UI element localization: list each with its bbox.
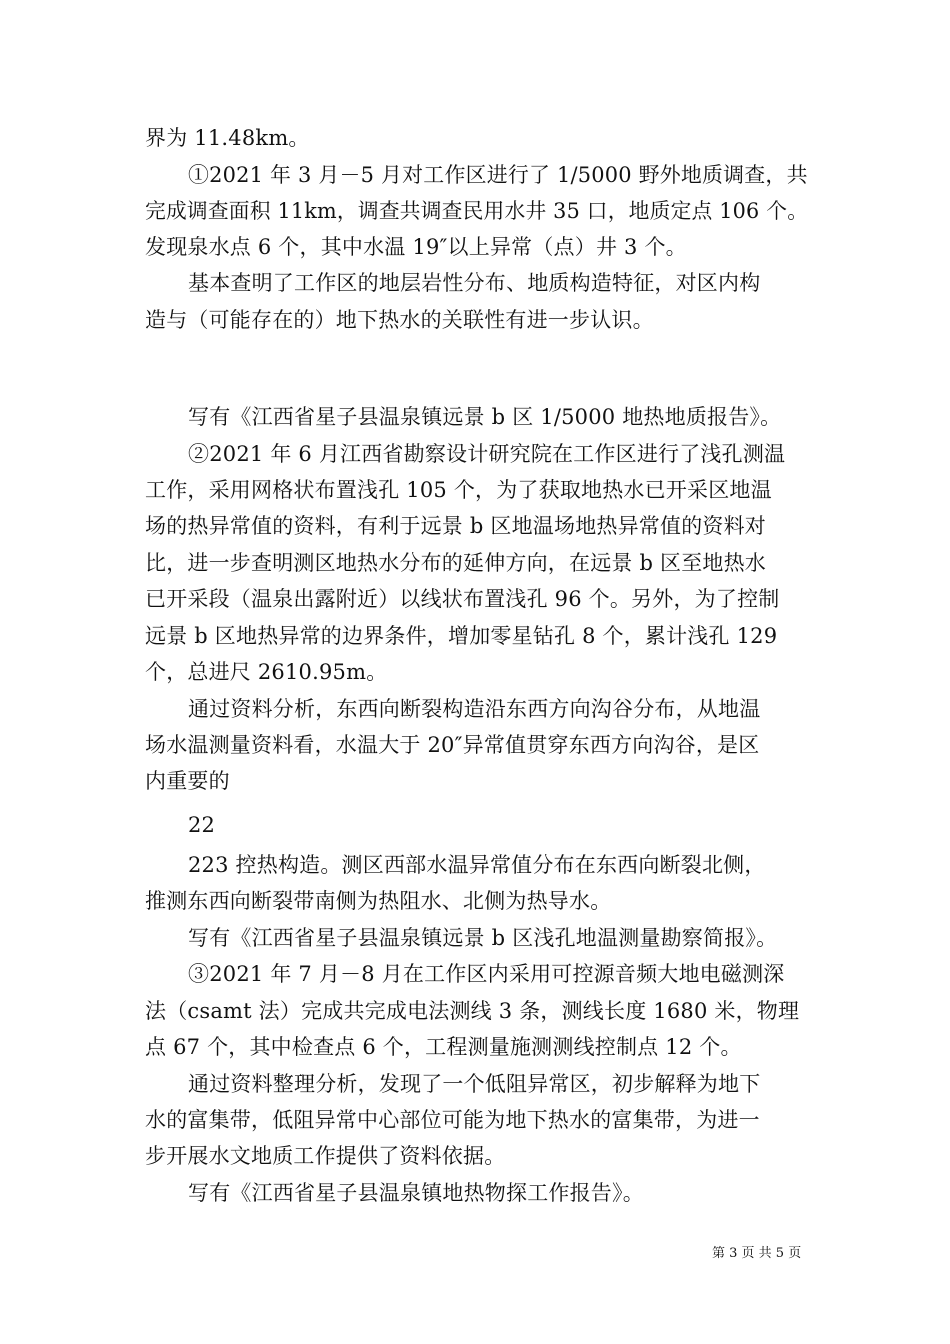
text-line: 推测东西向断裂带南侧为热阻水、北侧为热导水。 [145,889,612,913]
text-line: 远景 b 区地热异常的边界条件，增加零星钻孔 8 个，累计浅孔 129 [145,624,778,648]
text-line: 点 67 个，其中检查点 6 个，工程测量施测测线控制点 12 个。 [145,1035,742,1059]
page-number-footer: 第 3 页 共 5 页 [712,1246,802,1261]
text-line: 写有《江西省星子县温泉镇地热物探工作报告》。 [188,1181,644,1205]
text-line: 步开展水文地质工作提供了资料依据。 [145,1144,506,1168]
text-line: 写有《江西省星子县温泉镇远景 b 区 1/5000 地热地质报告》。 [188,405,782,429]
text-line: 造与（可能存在的）地下热水的关联性有进一步认识。 [145,308,654,332]
text-line: 工作，采用网格状布置浅孔 105 个，为了获取地热水已开采区地温 [145,478,772,502]
text-line: 发现泉水点 6 个，其中水温 19″以上异常（点）井 3 个。 [145,235,687,259]
text-line: ②2021 年 6 月江西省勘察设计研究院在工作区进行了浅孔测温 [188,442,786,466]
text-line: 界为 11.48km。 [145,126,310,150]
text-line: 比，进一步查明测区地热水分布的延伸方向，在远景 b 区至地热水 [145,551,766,575]
text-line: 内重要的 [145,769,230,793]
text-line: ③2021 年 7 月－8 月在工作区内采用可控源音频大地电磁测深 [188,962,785,986]
text-line: ①2021 年 3 月－5 月对工作区进行了 1/5000 野外地质调查，共 [188,163,808,187]
text-line: 个，总进尺 2610.95m。 [145,660,388,684]
text-line: 基本查明了工作区的地层岩性分布、地质构造特征，对区内构 [188,271,761,295]
text-line: 通过资料整理分析，发现了一个低阻异常区，初步解释为地下 [188,1072,761,1096]
text-line: 通过资料分析，东西向断裂构造沿东西方向沟谷分布，从地温 [188,697,761,721]
text-line: 已开采段（温泉出露附近）以线状布置浅孔 96 个。另外，为了控制 [145,587,780,611]
text-line: 场水温测量资料看，水温大于 20″异常值贯穿东西方向沟谷，是区 [145,733,760,757]
text-line: 22 [188,813,216,837]
text-line: 场的热异常值的资料，有利于远景 b 区地温场地热异常值的资料对 [145,514,766,538]
text-line: 写有《江西省星子县温泉镇远景 b 区浅孔地温测量勘察简报》。 [188,926,778,950]
text-line: 法（csamt 法）完成共完成电法测线 3 条，测线长度 1680 米，物理 [145,999,800,1023]
text-line: 完成调查面积 11km，调查共调查民用水井 35 口，地质定点 106 个。 [145,199,809,223]
text-line: 223 控热构造。测区西部水温异常值分布在东西向断裂北侧， [188,853,766,877]
text-line: 水的富集带，低阻异常中心部位可能为地下热水的富集带，为进一 [145,1108,760,1132]
